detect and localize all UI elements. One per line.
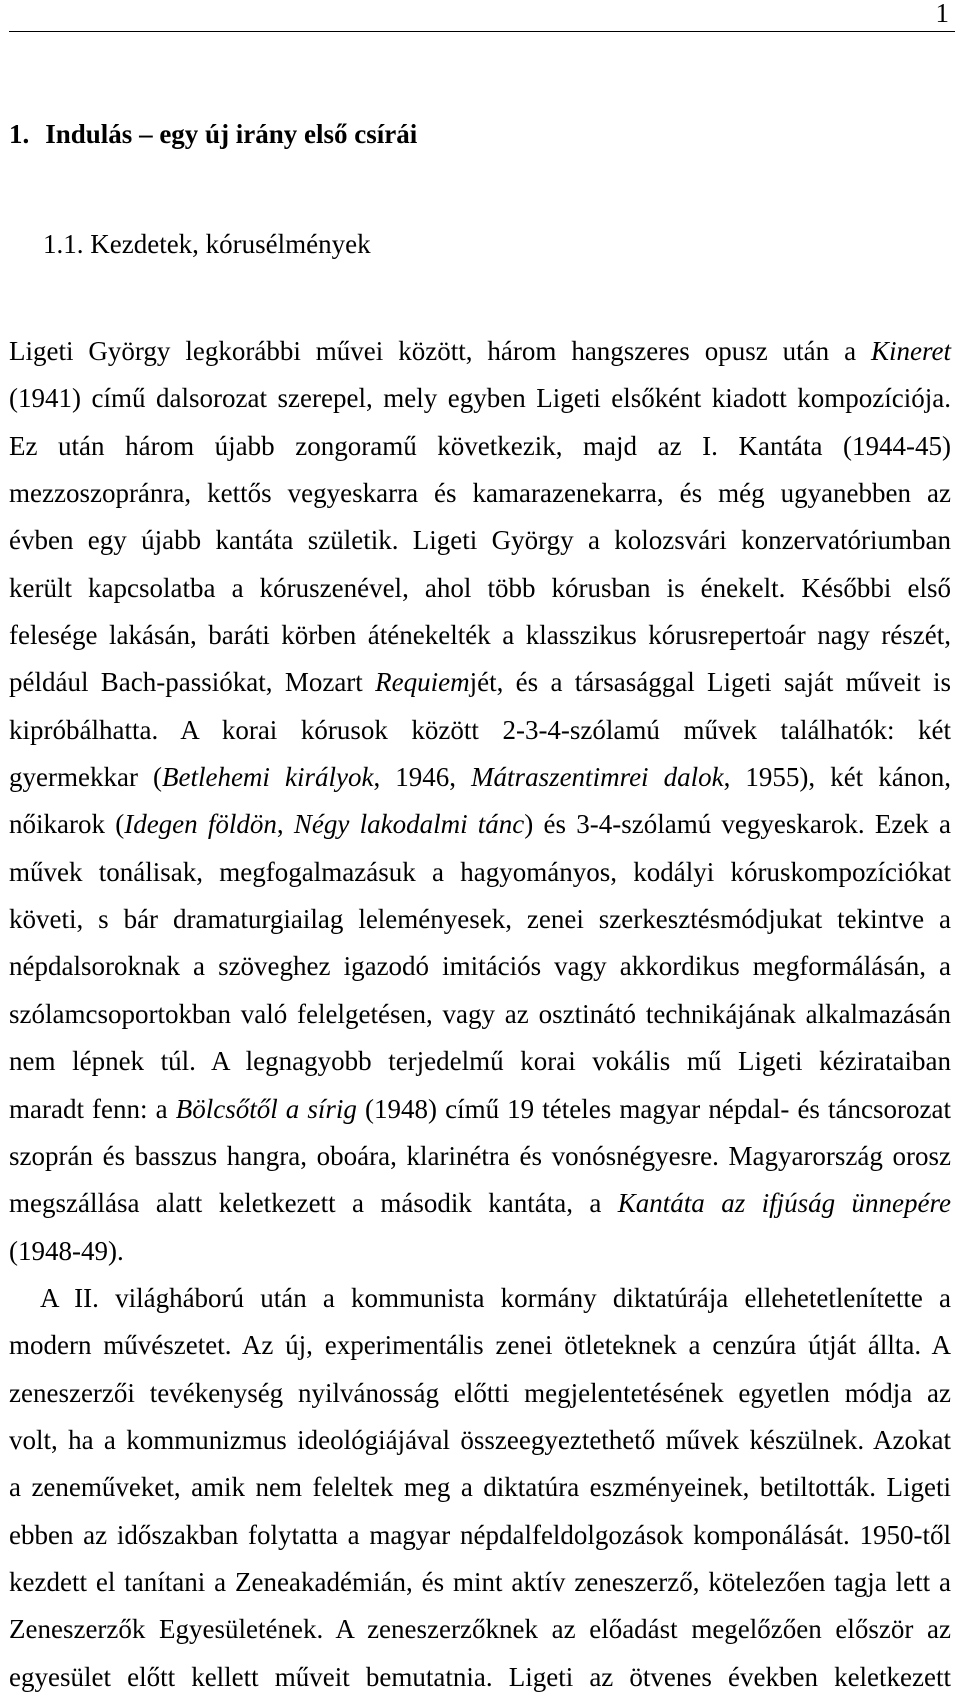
- text-run: , 1946,: [373, 762, 472, 793]
- text-run: kipróbálhatta. A korai kórusok között 2-3-4-szólamú művek találhatók: két: [9, 714, 951, 745]
- text-line: [9, 707, 951, 754]
- body-text: [9, 328, 951, 1701]
- text-run: maradt fenn: a: [9, 1093, 176, 1124]
- text-run: évben egy újabb kantáta születik. Ligeti György a kolozsvári konzervatóriumban: [9, 525, 951, 556]
- text-run: szoprán és basszus hangra, oboára, klarinétra és vonósnégyesre. Magyarország orosz: [9, 1140, 951, 1171]
- paragraph: [9, 1275, 951, 1701]
- text-line: [9, 1322, 951, 1369]
- text-run: kezdett el tanítani a Zeneakadémián, és mint aktív zeneszerző, kötelezően tagja lett a: [9, 1566, 951, 1597]
- text-run: modern művészetet. Az új, experimentális zenei ötleteknek a cenzúra útját állta. A: [9, 1330, 951, 1361]
- text-line: [9, 328, 951, 375]
- text-line: [9, 754, 951, 801]
- italic-work-title: Bölcsőtől a sírig: [175, 1093, 357, 1124]
- italic-work-title: Mátraszentimrei dalok: [471, 762, 724, 793]
- text-run: a zeneműveket, amik nem feleltek meg a diktatúra eszményeinek, betiltották. Ligeti: [9, 1472, 951, 1503]
- page-number: 1: [935, 0, 949, 28]
- text-line: [9, 470, 951, 517]
- text-run: jét, és a társasággal Ligeti saját műveit is: [469, 667, 951, 698]
- text-line: [9, 801, 951, 848]
- text-line: [9, 1654, 951, 1701]
- italic-work-title: Kantáta az ifjúság ünnepére: [617, 1188, 951, 1219]
- text-run: ebben az időszakban folytatta a magyar népdalfeldolgozások komponálását. 1950-től: [9, 1519, 951, 1550]
- text-line: [9, 659, 951, 706]
- text-run: , 1955), két kánon,: [723, 762, 951, 793]
- text-line: [9, 1606, 951, 1653]
- text-run: került kapcsolatba a kóruszenével, ahol több kórusban is énekelt. Későbbi első: [9, 572, 951, 603]
- text-run: zeneszerzői tevékenység nyilvánosság előtti megjelentetésének egyetlen módja az: [9, 1377, 951, 1408]
- text-line: [9, 991, 951, 1038]
- chapter-heading: [9, 111, 417, 158]
- header-rule: [9, 31, 955, 32]
- text-run: művek tonálisak, megfogalmazásuk a hagyományos, kodályi kóruskompozíciókat: [9, 856, 951, 887]
- text-run: szólamcsoportokban való felelgetésen, vagy az osztinátó technikájának alkalmazásán: [9, 998, 951, 1029]
- italic-work-title: Requiem: [375, 667, 470, 698]
- text-line: [9, 849, 951, 896]
- text-line: [9, 1370, 951, 1417]
- text-run: gyermekkar (: [9, 762, 162, 793]
- text-line: [9, 1133, 951, 1180]
- section-title: Kezdetek, kórusélmények: [90, 229, 371, 259]
- text-line: [9, 517, 951, 564]
- text-run: ,: [276, 809, 294, 840]
- section-number: 1.1.: [43, 229, 84, 259]
- text-line: [9, 1180, 951, 1227]
- text-line: [9, 1275, 951, 1322]
- text-run: (1948) című 19 tételes magyar népdal- és táncsorozat: [356, 1093, 951, 1124]
- text-line: [9, 375, 951, 422]
- text-line: [9, 1559, 951, 1606]
- text-run: A II. világháború után a kommunista kormány diktatúrája ellehetetlenítette a: [40, 1282, 951, 1313]
- text-run: követi, s bár dramaturgiailag leleményesek, zenei szerkesztésmódjukat tekintve a: [9, 904, 951, 935]
- text-run: nőikarok (: [9, 809, 125, 840]
- text-line: [9, 943, 951, 990]
- italic-work-title: Négy lakodalmi tánc: [293, 809, 525, 840]
- chapter-number: 1.: [9, 119, 30, 149]
- text-run: volt, ha a kommunizmus ideológiájával összeegyeztethető művek készülnek. Azokat: [9, 1424, 951, 1455]
- text-line: [9, 612, 951, 659]
- text-run: megszállása alatt keletkezett a második kantáta, a: [9, 1188, 618, 1219]
- italic-work-title: Idegen földön: [124, 809, 277, 840]
- text-run: ) és 3-4-szólamú vegyeskarok. Ezek a: [524, 809, 952, 840]
- italic-work-title: Kineret: [871, 336, 951, 366]
- italic-work-title: Betlehemi királyok: [161, 762, 374, 793]
- chapter-title: Indulás – egy új irány első csírái: [45, 119, 418, 149]
- text-line: [9, 1086, 951, 1133]
- text-run: (1941) című dalsorozat szerepel, mely egyben Ligeti elsőként kiadott kompozíciója.: [9, 383, 951, 414]
- section-heading: [43, 221, 371, 268]
- text-run: egyesület előtt kellett műveit bemutatnia. Ligeti az ötvenes években keletkezett: [9, 1661, 951, 1692]
- text-run: (1948-49).: [9, 1235, 124, 1266]
- text-run: Ligeti György legkorábbi művei között, három hangszeres opusz után a: [9, 336, 871, 366]
- text-line: [9, 423, 951, 470]
- text-line: [9, 896, 951, 943]
- text-run: nem lépnek túl. A legnagyobb terjedelmű korai vokális mű Ligeti kézirataiban: [9, 1046, 951, 1077]
- text-line: [9, 1417, 951, 1464]
- text-line: [9, 1228, 951, 1275]
- text-run: felesége lakásán, baráti körben áténekelték a klasszikus kórusrepertoár nagy részét,: [9, 620, 951, 651]
- text-run: Zeneszerzők Egyesületének. A zeneszerzőknek az előadást megelőzően először az: [9, 1614, 951, 1645]
- text-line: [9, 565, 951, 612]
- text-line: [9, 1464, 951, 1511]
- text-run: Ez után három újabb zongoramű következik, majd az I. Kantáta (1944-45): [9, 430, 951, 461]
- text-run: népdalsoroknak a szöveghez igazodó imitációs vagy akkordikus megformálásán, a: [9, 951, 951, 982]
- text-line: [9, 1038, 951, 1085]
- text-run: mezzoszopránra, kettős vegyeskarra és kamarazenekarra, és még ugyanebben az: [9, 478, 951, 509]
- text-run: például Bach-passiókat, Mozart: [9, 667, 376, 698]
- paragraph: [9, 328, 951, 1275]
- text-line: [9, 1512, 951, 1559]
